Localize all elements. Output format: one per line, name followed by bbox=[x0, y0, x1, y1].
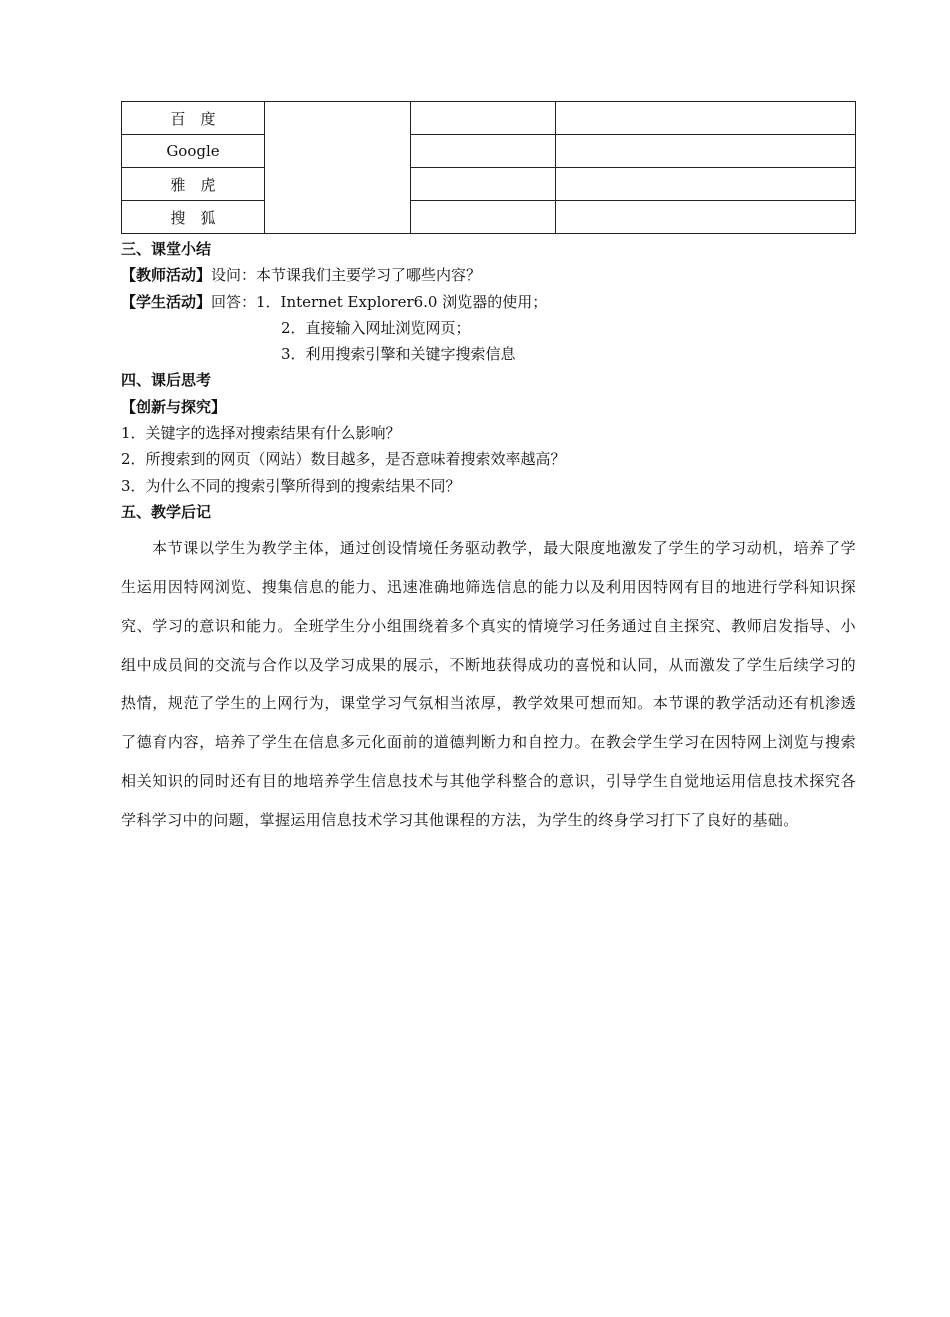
student-answer-3: 3．利用搜索引擎和关键字搜索信息 bbox=[281, 345, 516, 364]
table-cell bbox=[556, 201, 856, 234]
question-1: 1．关键字的选择对搜索结果有什么影响？ bbox=[121, 424, 401, 443]
document-body bbox=[121, 236, 856, 840]
teacher-activity-text: 设问：本节课我们主要学习了哪些内容？ bbox=[211, 266, 482, 285]
student-answer-2: 2．直接输入网址浏览网页； bbox=[281, 318, 471, 337]
engine-name-cell: 雅 虎 bbox=[122, 168, 265, 201]
teacher-activity-line bbox=[121, 262, 856, 288]
section-heading-summary: 三、课堂小结 bbox=[121, 240, 212, 258]
student-activity-text: 回答：1．Internet Explorer6.0 浏览器的使用； bbox=[211, 292, 548, 311]
student-activity-line bbox=[121, 289, 856, 315]
table-cell bbox=[411, 168, 556, 201]
table-cell bbox=[411, 201, 556, 234]
engine-name-cell: 搜 狐 bbox=[122, 201, 265, 234]
notes-paragraph: 本节课以学生为教学主体，通过创设情境任务驱动教学，最大限度地激发了学生的学习动机，培养了学生运用因特网浏览、搜集信息的能力、迅速准确地筛选信息的能力以及利用因特网有目的地进行学科知识探究、学习的意识和能力。全班学生分小组围绕着多个真实的情境学习任务通过自主探究、教师启发指导、小组中成员间的交流与合作以及学习成果的展示，不断地获得成功的喜悦和认同，从而激发了学生后续学习的热情，规范了学生的上网行为，课堂学习气氛相当浓厚，教学效果可想而知。本节课的教学活动还有机渗透了德育内容，培养了学生在信息多元化面前的道德判断力和自控力。在教会学生学习在因特网上浏览与搜索相关知识的同时还有目的地培养学生信息技术与其他学科整合的意识，引导学生自觉地运用信息技术探究各学科学习中的问题，掌握运用信息技术学习其他课程的方法，为学生的终身学习打下了良好的基础。 bbox=[121, 539, 856, 829]
section-heading-notes: 五、教学后记 bbox=[121, 502, 212, 521]
sub-heading-innovation: 【创新与探究】 bbox=[121, 397, 227, 416]
table-row bbox=[122, 168, 856, 201]
engine-name-cell: Google bbox=[122, 135, 265, 168]
table-cell bbox=[411, 135, 556, 168]
merged-cell bbox=[265, 102, 411, 234]
table-row bbox=[122, 135, 856, 168]
teacher-activity-label: 【教师活动】 bbox=[121, 266, 212, 285]
table-cell bbox=[556, 135, 856, 168]
engine-name-cell: 百 度 bbox=[122, 102, 265, 135]
table-cell bbox=[411, 102, 556, 135]
table-row bbox=[122, 102, 856, 135]
question-3: 3．为什么不同的搜索引擎所得到的搜索结果不同？ bbox=[121, 476, 461, 495]
student-activity-label: 【学生活动】 bbox=[121, 292, 212, 311]
question-2: 2．所搜索到的网页（网站）数目越多，是否意味着搜索效率越高？ bbox=[121, 450, 566, 469]
section-heading-reflection: 四、课后思考 bbox=[121, 371, 212, 390]
search-engine-table bbox=[121, 101, 856, 234]
table-cell bbox=[556, 102, 856, 135]
table-row bbox=[122, 201, 856, 234]
table-cell bbox=[556, 168, 856, 201]
